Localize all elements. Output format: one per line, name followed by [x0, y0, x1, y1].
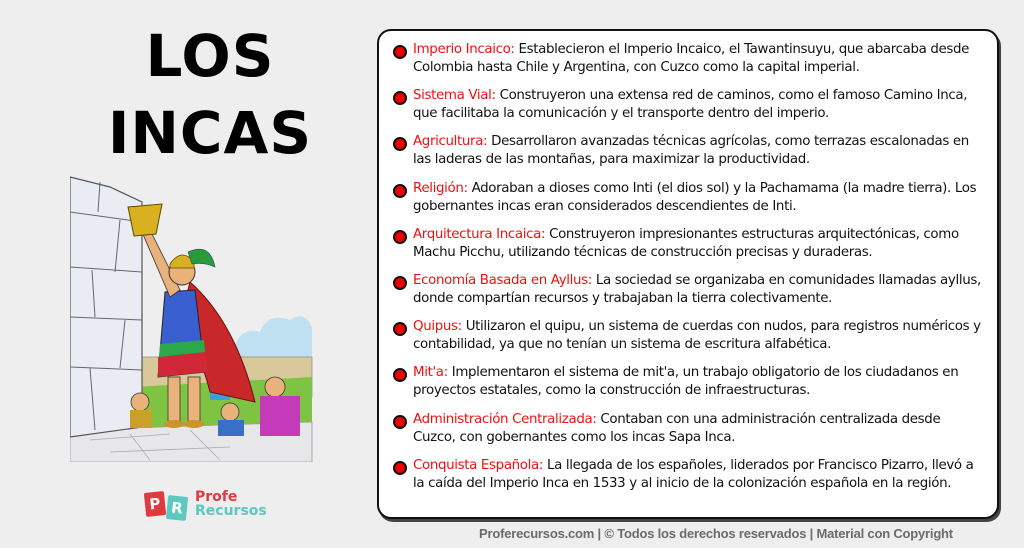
fact-text: Desarrollaron avanzadas técnicas agrícolas, como terrazas escalonadas en las laderas de las montañas, para maximizar la productividad.: [413, 134, 969, 168]
fact-term: Arquitectura Incaica:: [413, 226, 546, 242]
fact-text: Adoraban a dioses como Inti (el dios sol) y la Pachamama (la madre tierra). Los gobernantes incas eran considerados descendientes de Inti.: [413, 180, 977, 214]
fact-term: Mit'a:: [413, 365, 448, 381]
fact-text: Establecieron el Imperio Incaico, el Tawantinsuyu, que abarcaba desde Colombia hasta Chile y Argentina, con Cuzco como la capital imperial.: [413, 42, 970, 75]
fact-text: Contaban con una administración centralizada desde Cuzco, con gobernantes como los incas Sapa Inca.: [413, 411, 941, 445]
fact-item: [393, 411, 985, 447]
page-title-line1: LOS: [145, 22, 275, 90]
fact-item: [393, 364, 985, 400]
bullet-icon: [393, 45, 407, 59]
fact-text: Utilizaron el quipu, un sistema de cuerdas con nudos, para registros numéricos y contabilidad, ya que no tenían un sistema de escritura alfabética.: [413, 319, 981, 353]
bullet-icon: [393, 184, 407, 198]
bullet-icon: [393, 137, 407, 151]
bullet-icon: [393, 276, 407, 290]
fact-term: Economía Basada en Ayllus:: [413, 272, 592, 288]
bullet-icon: [393, 415, 407, 429]
fact-item: [393, 87, 985, 123]
fact-item: [393, 318, 985, 354]
fact-term: Religión:: [413, 180, 468, 196]
bullet-icon: [393, 91, 407, 105]
fact-text: Implementaron el sistema de mit'a, un trabajo obligatorio de los ciudadanos en proyectos estatales, como la construcción de infraestructuras.: [413, 365, 959, 399]
profe-recursos-logo[interactable]: [145, 488, 267, 520]
fact-item: [393, 226, 985, 262]
copyright-footer: Proferecursos.com | © Todos los derechos reservados | Material con Copyright: [479, 526, 953, 541]
fact-item: [393, 41, 985, 77]
fact-item: [393, 180, 985, 216]
fact-item: [393, 272, 985, 308]
fact-item: [393, 133, 985, 169]
logo-line2: Recursos: [195, 503, 267, 519]
fact-term: Conquista Española:: [413, 457, 544, 473]
fact-term: Quipus:: [413, 319, 462, 335]
fact-term: Administración Centralizada:: [413, 411, 597, 427]
fact-text: Construyeron impresionantes estructuras arquitectónicas, como Machu Picchu, utilizando técnicas de construcción precisas y duraderas.: [413, 226, 959, 260]
fact-text: La llegada de los españoles, liderados por Francisco Pizarro, llevó a la caída del Imperio Inca en 1533 y al inicio de la colonización española en la región.: [413, 457, 974, 491]
fact-item: [393, 457, 985, 493]
fact-term: Imperio Incaico:: [413, 42, 515, 57]
logo-line1: Profe: [195, 489, 238, 505]
inca-emperor-illustration: [70, 172, 318, 462]
logo-text: [195, 490, 267, 518]
bullet-icon: [393, 461, 407, 475]
facts-panel: [377, 29, 999, 519]
inca-emperor-offering-icon: [70, 172, 318, 462]
logo-p-badge: P: [144, 491, 166, 517]
fact-text: La sociedad se organizaba en comunidades llamadas ayllus, donde compartían recursos y trabajaban la tierra colectivamente.: [413, 272, 981, 306]
bullet-icon: [393, 368, 407, 382]
bullet-icon: [393, 230, 407, 244]
page-title-line2: INCAS: [107, 99, 313, 167]
fact-text: Construyeron una extensa red de caminos, como el famoso Camino Inca, que facilitaba la comunicación y el transporte dentro del imperio.: [413, 88, 968, 122]
fact-term: Sistema Vial:: [413, 88, 496, 104]
fact-term: Agricultura:: [413, 134, 488, 150]
logo-r-badge: R: [166, 495, 188, 521]
bullet-icon: [393, 322, 407, 336]
